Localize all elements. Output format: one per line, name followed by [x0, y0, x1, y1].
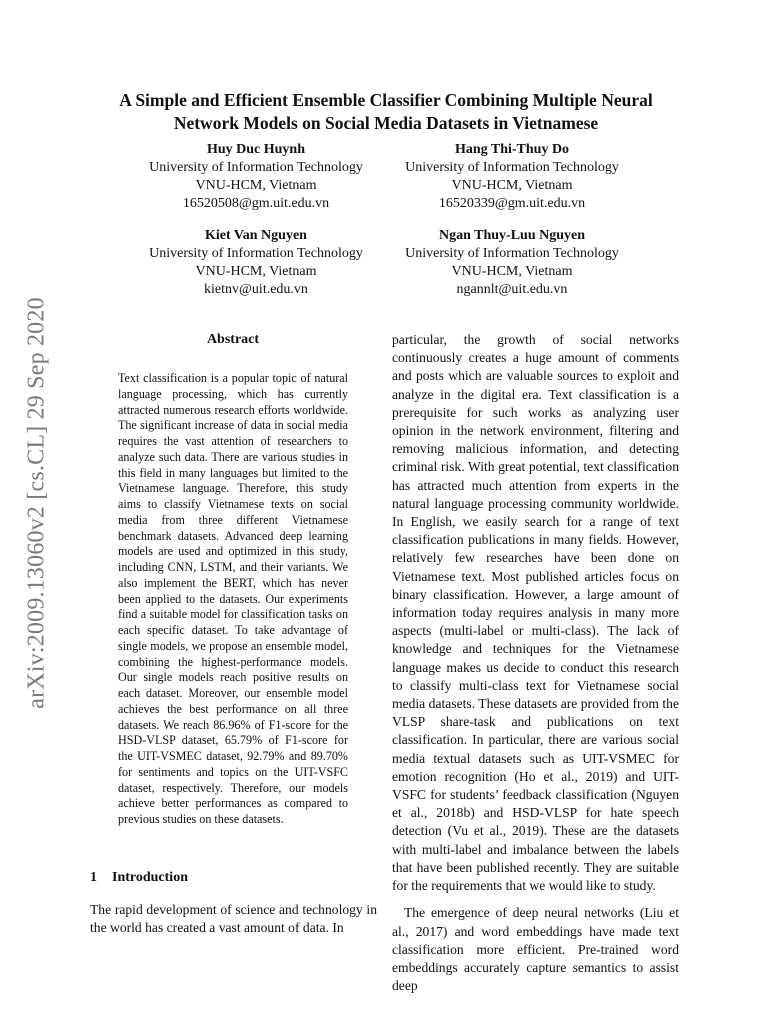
- introduction-paragraph-continued: particular, the growth of social networks continuously creates a huge amount of comments and posts which are valuable sources to exploit and analyze in the digital era. Text classification is a prerequisite for such works as analyzing user opinion in the network environment, filtering and removing malicious information, and detecting criminal risk. With great potential, text classification has attracted much attention from experts in the natural language processing community worldwide. In English, we easily search for a range of text classification publications in many fields. However, relatively few researches have been done on Vietnamese text. Most published articles focus on binary classification. However, a large amount of information today requires analysis in many more aspects (multi-label or multi-class). The lack of knowledge and techniques for the Vietnamese language makes us decide to conduct this research to classify multi-class text for Vietnamese social media datasets. These datasets are provided from the VLSP share-task and publications on text classification. In particular, there are various social media textual datasets such as UIT-VSMEC for emotion recognition (Ho et al., 2019) and UIT-VSFC for students’ feedback classification (Nguyen et al., 2018b) and HSD-VLSP for hate speech detection (Vu et al., 2019). These are the datasets with multi-label and imbalance between the labels that have been published recently. They are suitable for the requirements that we would like to study.: [392, 332, 679, 894]
- author-email: ngannlt@uit.edu.vn: [456, 282, 568, 297]
- author-location: VNU-HCM, Vietnam: [451, 264, 573, 279]
- author-name: Ngan Thuy-Luu Nguyen: [438, 228, 586, 243]
- introduction-paragraph-2: The emergence of deep neural networks (Liu et al., 2017) and word embeddings have made text classification more efficient. Pre-trained word embeddings accurately capture semantics to assist deep: [392, 905, 679, 994]
- author-affiliation: University of Information Technology: [149, 160, 363, 175]
- abstract-heading: Abstract: [206, 332, 260, 347]
- abstract-text: Text classification is a popular topic of natural language processing, which has currently attracted numerous research efforts worldwide. The significant increase of data in social media requires the vast attention of researchers to analyze such data. There are various studies in this field in many languages but limited to the Vietnamese language. Therefore, this study aims to classify Vietnamese texts on social media from three different Vietnamese benchmark datasets. Advanced deep learning models are used and optimized in this study, including CNN, LSTM, and their variants. We also implement the BERT, which has never been applied to the datasets. Our experiments find a suitable model for classification tasks on each specific dataset. To take advantage of single models, we propose an ensemble model, combining the highest-performance models. Our single models reach positive results on each dataset. Moreover, our ensemble model achieves the best performance on all three datasets. We reach 86.96% of F1-score for the HSD-VLSP dataset, 65.79% of F1-score for the UIT-VSMEC dataset, 92.79% and 89.70% for sentiments and topics on the UIT-VSFC dataset, respectively. Therefore, our models achieve better performances as compared to previous studies on these datasets.: [118, 371, 348, 826]
- introduction-paragraph-left: The rapid development of science and technology in the world has created a vast amount of data. In: [90, 902, 377, 936]
- right-column: [392, 331, 679, 995]
- author-location: VNU-HCM, Vietnam: [195, 178, 317, 193]
- author-location: VNU-HCM, Vietnam: [451, 178, 573, 193]
- author-affiliation: University of Information Technology: [149, 246, 363, 261]
- author-block-1: [106, 141, 406, 213]
- author-email: kietnv@uit.edu.vn: [204, 282, 308, 297]
- author-block-3: [106, 227, 406, 299]
- author-name: Hang Thi-Thuy Do: [454, 142, 570, 157]
- author-email: 16520339@gm.uit.edu.vn: [438, 196, 586, 211]
- author-affiliation: University of Information Technology: [405, 246, 619, 261]
- arxiv-identifier-text: arXiv:2009.13060v2 [cs.CL] 29 Sep 2020: [23, 297, 50, 709]
- author-location: VNU-HCM, Vietnam: [195, 264, 317, 279]
- author-name: Huy Duc Huynh: [206, 142, 306, 157]
- arxiv-side-identifier: [20, 268, 54, 738]
- paper-title: A Simple and Efficient Ensemble Classifier Combining Multiple Neural Network Models on Social Media Datasets in Vietnamese: [119, 90, 653, 133]
- section-title: Introduction: [112, 870, 188, 885]
- author-email: 16520508@gm.uit.edu.vn: [182, 196, 330, 211]
- section-number: 1: [90, 870, 97, 885]
- author-affiliation: University of Information Technology: [405, 160, 619, 175]
- author-name: Kiet Van Nguyen: [205, 228, 307, 243]
- author-block-4: [362, 227, 662, 299]
- section-heading-introduction: [90, 869, 376, 887]
- author-block-2: [362, 141, 662, 213]
